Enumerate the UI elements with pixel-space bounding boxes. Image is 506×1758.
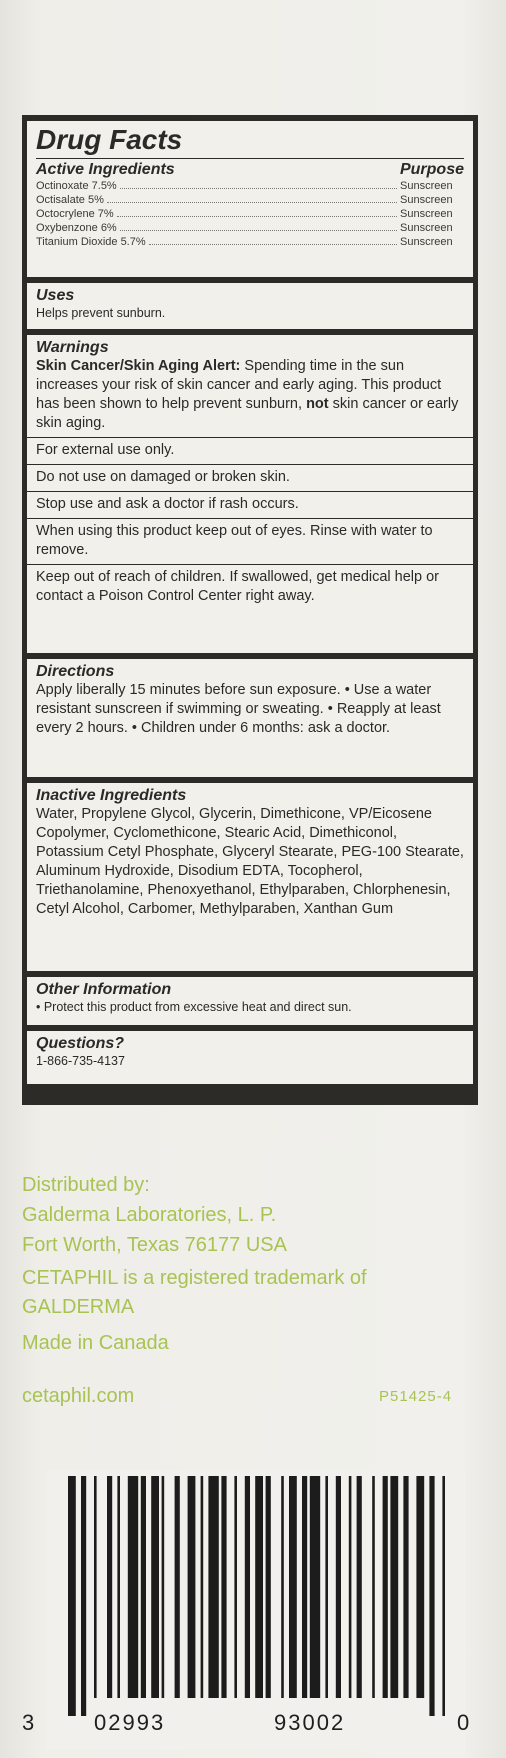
directions-heading: Directions	[36, 663, 115, 680]
warning-item: Stop use and ask a doctor if rash occurs.	[36, 496, 299, 512]
made-in-text: Made in Canada	[22, 1332, 169, 1354]
barcode-bar	[107, 1476, 112, 1698]
lot-code: P51425-4	[379, 1388, 453, 1405]
ingredient-name: Octinoxate 7.5%	[36, 180, 117, 192]
barcode-bar	[349, 1476, 352, 1698]
barcode-bar	[221, 1476, 226, 1698]
ingredient-purpose: Sunscreen	[400, 194, 453, 206]
active-ingredients-header	[36, 158, 464, 179]
inactive-ingredients-heading: Inactive Ingredients	[36, 787, 187, 804]
drug-facts-panel	[22, 115, 478, 1105]
ingredient-name: Octocrylene 7%	[36, 208, 114, 220]
barcode-bar	[383, 1476, 388, 1698]
barcode-bar	[336, 1476, 341, 1698]
barcode-bar	[325, 1476, 328, 1698]
inactive-ingredients-section	[27, 783, 473, 971]
skin-cancer-alert	[36, 357, 464, 433]
warning-item: Keep out of reach of children. If swallowed, get medical help or contact a Poison Control Center right away.	[36, 569, 440, 604]
barcode-area	[46, 1470, 466, 1750]
barcode-digit-first: 3	[22, 1710, 37, 1735]
trademark-owner: GALDERMA	[22, 1296, 135, 1318]
alert-text-b: skin cancer or early skin aging.	[36, 396, 459, 431]
barcode-bar	[81, 1476, 86, 1716]
uses-text: Helps prevent sunburn.	[36, 306, 166, 320]
dot-leader	[149, 244, 397, 245]
divider	[27, 437, 473, 438]
dot-leader	[107, 202, 397, 203]
barcode-bar	[234, 1476, 237, 1698]
other-information-text: • Protect this product from excessive heat and direct sun.	[36, 1000, 352, 1014]
barcode-bar	[141, 1476, 146, 1698]
ingredient-purpose: Sunscreen	[400, 236, 453, 248]
ingredient-name: Octisalate 5%	[36, 194, 104, 206]
barcode-bar	[357, 1476, 362, 1698]
dot-leader	[117, 216, 397, 217]
barcode-bar	[429, 1476, 434, 1716]
alert-text-a: Spending time in the sun increases your risk of skin cancer and early aging. This product has been shown to help prevent sunburn,	[36, 358, 442, 412]
directions-section	[27, 659, 473, 777]
barcode-bar	[188, 1476, 196, 1698]
ingredient-purpose: Sunscreen	[400, 222, 453, 234]
other-information-section	[27, 977, 473, 1025]
barcode-bar	[372, 1476, 375, 1698]
barcode-bar	[255, 1476, 263, 1698]
divider	[27, 564, 473, 565]
warning-item: When using this product keep out of eyes. Rinse with water to remove.	[36, 523, 433, 558]
barcode-group-right: 93002	[274, 1710, 346, 1735]
warning-item: For external use only.	[36, 442, 175, 458]
barcode-bar	[162, 1476, 165, 1698]
divider	[27, 491, 473, 492]
barcode-bar	[117, 1476, 120, 1698]
divider	[27, 464, 473, 465]
warnings-section	[27, 335, 473, 653]
barcode-bar	[390, 1476, 398, 1698]
barcode-bar	[94, 1476, 97, 1698]
barcode-bar	[175, 1476, 180, 1698]
barcode-digit-last: 0	[457, 1710, 472, 1735]
questions-phone: 1-866-735-4137	[36, 1054, 125, 1068]
active-ingredients-section	[27, 121, 473, 277]
ingredient-purpose: Sunscreen	[400, 180, 453, 192]
barcode-bar	[302, 1476, 307, 1698]
trademark-text: CETAPHIL is a registered trademark of	[22, 1267, 367, 1289]
barcode-image	[68, 1476, 452, 1716]
barcode-bar	[208, 1476, 218, 1698]
drug-facts-title: Drug Facts	[36, 124, 183, 155]
distributor-name: Galderma Laboratories, L. P.	[22, 1204, 277, 1226]
warnings-heading: Warnings	[36, 339, 109, 356]
barcode-bar	[403, 1476, 408, 1698]
ingredient-row	[36, 179, 464, 193]
uses-heading: Uses	[36, 287, 75, 304]
directions-text: Apply liberally 15 minutes before sun exposure. • Use a water resistant sunscreen if swimming or sweating. • Reapply at least every 2 hours. • Children under 6 months: ask a doctor.	[36, 682, 441, 736]
ingredient-name: Oxybenzone 6%	[36, 222, 117, 234]
purpose-heading: Purpose	[399, 161, 464, 178]
warning-item: Do not use on damaged or broken skin.	[36, 469, 290, 485]
questions-section	[27, 1031, 473, 1084]
ingredient-purpose: Sunscreen	[400, 208, 453, 220]
dot-leader	[120, 188, 397, 189]
ingredient-row	[36, 235, 464, 249]
ingredient-row	[36, 221, 464, 235]
barcode-bar	[281, 1476, 284, 1698]
barcode-bar	[266, 1476, 271, 1698]
divider	[27, 518, 473, 519]
barcode-bar	[442, 1476, 445, 1716]
barcode-bar	[68, 1476, 76, 1716]
dot-leader	[120, 230, 397, 231]
website-link[interactable]: cetaphil.com	[22, 1385, 135, 1407]
barcode-bar	[151, 1476, 159, 1698]
distributor-address: Fort Worth, Texas 76177 USA	[22, 1234, 287, 1256]
distributed-by-label: Distributed by:	[22, 1174, 150, 1196]
uses-section	[27, 283, 473, 329]
barcode-bar	[310, 1476, 320, 1698]
barcode-bar	[289, 1476, 297, 1698]
alert-title: Skin Cancer/Skin Aging Alert:	[36, 358, 241, 374]
inactive-ingredients-text: Water, Propylene Glycol, Glycerin, Dimethicone, VP/Eicosene Copolymer, Cyclomethicone, Stearic Acid, Dimethiconol, Potassium Cetyl Phosphate, Glyceryl Stearate, PEG-100 Stearate, Aluminum Hydroxide, Disodium EDTA, Tocopherol, Triethanolamine, Phenoxyethanol, Ethylparaben, Chlorphenesin, Cetyl Alcohol, Carbomer, Methylparaben, Xanthan Gum	[36, 806, 464, 917]
barcode-bar	[416, 1476, 424, 1698]
alert-not: not	[306, 396, 329, 412]
other-information-heading: Other Information	[36, 981, 172, 998]
questions-heading: Questions?	[36, 1035, 125, 1052]
barcode-bar	[201, 1476, 204, 1698]
barcode-group-left: 02993	[94, 1710, 166, 1735]
active-ingredients-heading: Active Ingredients	[36, 161, 175, 178]
barcode-bar	[245, 1476, 250, 1698]
ingredient-name: Titanium Dioxide 5.7%	[36, 236, 146, 248]
ingredient-row	[36, 193, 464, 207]
ingredient-row	[36, 207, 464, 221]
barcode-bar	[128, 1476, 138, 1698]
